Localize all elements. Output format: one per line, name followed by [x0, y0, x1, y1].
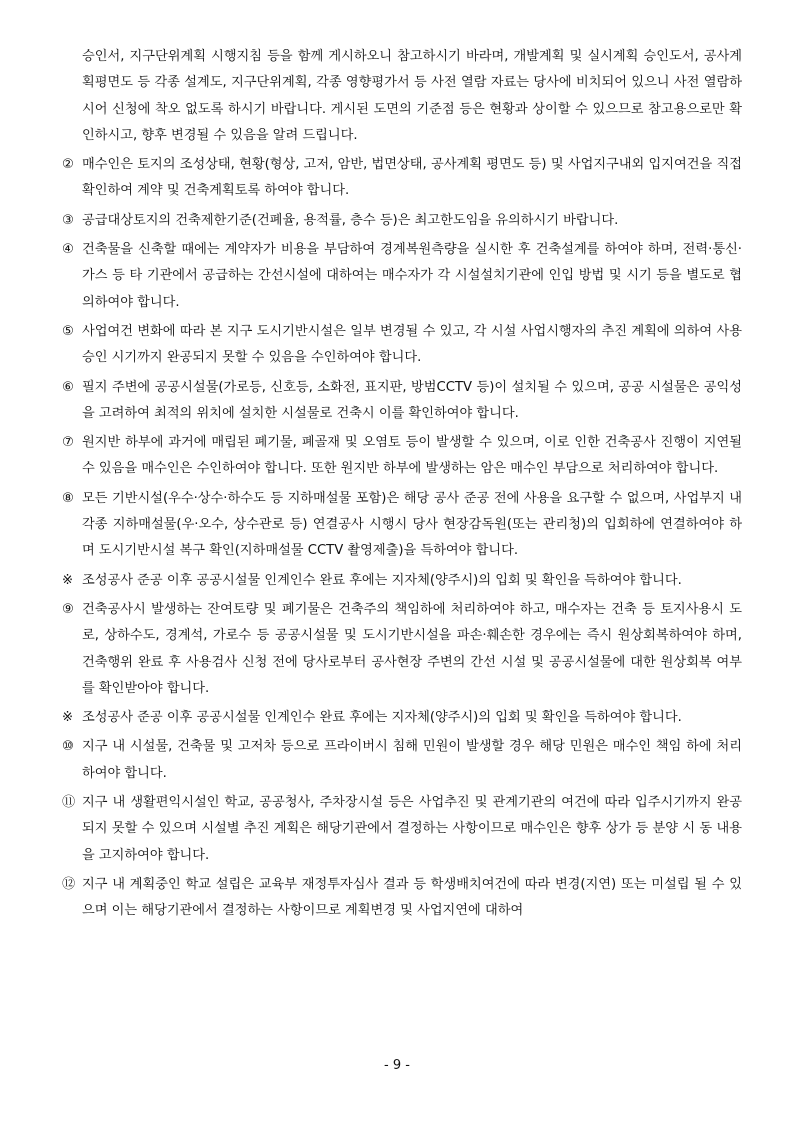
item-text: 건축공사시 발생하는 잔여토량 및 폐기물은 건축주의 책임하에 처리하여야 하고, 매수자는 건축 등 토지사용시 도로, 상하수도, 경계석, 가로수 등 공공시설물 및 도시기반시설을 파손·훼손한 경우에는 즉시 원상회복하여야 하며, 건축행위 완료 후 사용검사 신청 전에 당사로부터 공사현장 주변의 간선 시설 및 공공시설물에 대한 원상회복 여부를 확인받아야 합니다.: [82, 601, 742, 696]
item-marker: ②: [62, 157, 74, 173]
item-marker: ④: [62, 242, 74, 258]
notice-list: [62, 152, 742, 924]
item-marker: ⑧: [62, 490, 74, 506]
item-text: 지구 내 시설물, 건축물 및 고저차 등으로 프라이버시 침해 민원이 발생할 경우 해당 민원은 매수인 책임 하에 처리하여야 합니다.: [82, 739, 742, 781]
item-text: 매수인은 토지의 조성상태, 현황(형상, 고저, 암반, 법면상태, 공사계획 평면도 등) 및 사업지구내외 입지여건을 직접 확인하여 계약 및 건축계획토록 하여야 합니다.: [82, 157, 742, 199]
notice-item: [62, 734, 742, 787]
item-text: 건축물을 신축할 때에는 계약자가 비용을 부담하여 경계복원측량을 실시한 후 건축설계를 하여야 하며, 전력·통신·가스 등 타 기관에서 공급하는 간선시설에 대하여는 매수자가 각 시설설치기관에 인입 방법 및 시기 등을 별도로 협의하여야 합니다.: [82, 242, 742, 310]
notice-item: [62, 319, 742, 372]
notice-item: [62, 430, 742, 483]
item-marker: ⑨: [62, 601, 74, 617]
notice-item: [62, 375, 742, 428]
note-item: [62, 568, 742, 594]
notice-item: [62, 237, 742, 316]
item-text: 공급대상토지의 건축제한기준(건폐율, 용적률, 층수 등)은 최고한도임을 유의하시기 바랍니다.: [82, 212, 619, 228]
item-text: 지구 내 생활편익시설인 학교, 공공청사, 주차장시설 등은 사업추진 및 관계기관의 여건에 따라 입주시기까지 완공되지 못할 수 있으며 시설별 추진 계획은 해당기관에서 결정하는 사항이므로 매수인은 향후 상가 등 분양 시 동 내용을 고지하여야 합니다.: [82, 795, 742, 863]
item-marker: ③: [62, 212, 74, 228]
intro-paragraph: 승인서, 지구단위계획 시행지침 등을 함께 게시하오니 참고하시기 바라며, 개발계획 및 실시계획 승인도서, 공사계획평면도 등 각종 설계도, 지구단위계획, 각종 영향평가서 등 사전 열람 자료는 당사에 비치되어 있으니 사전 열람하시어 신청에 착오 없도록 하시기 바랍니다. 게시된 도면의 기준점 등은 현황과 상이할 수 있으므로 참고용으로만 확인하시고, 향후 변경될 수 있음을 알려 드립니다.: [82, 49, 742, 143]
item-text: 사업여건 변화에 따라 본 지구 도시기반시설은 일부 변경될 수 있고, 각 시설 사업시행자의 추진 계획에 의하여 사용승인 시기까지 완공되지 못할 수 있음을 수인하여야 합니다.: [82, 323, 742, 366]
notice-item: [62, 152, 742, 205]
item-marker: ※: [62, 572, 74, 588]
notice-item: [62, 208, 742, 234]
notice-item: [62, 597, 742, 702]
item-marker: ⑥: [62, 379, 74, 395]
note-item: [62, 705, 742, 731]
page-number: - 9 -: [384, 1058, 410, 1073]
item-text: 모든 기반시설(우수·상수·하수도 등 지하매설물 포함)은 해당 공사 준공 전에 사용을 요구할 수 없으며, 사업부지 내 각종 지하매설물(우·오수, 상수관로 등) 연결공사 시행시 당사 현장감독원(또는 관리청)의 입회하에 연결하여야 하며 도시기반시설 복구 확인(지하매설물 CCTV 촬영제출)을 득하여야 합니다.: [82, 490, 742, 559]
item-marker: ※: [62, 710, 74, 726]
notice-item: [62, 486, 742, 565]
item-marker: ⑪: [62, 795, 76, 811]
item-text: 필지 주변에 공공시설물(가로등, 신호등, 소화전, 표지판, 방범CCTV 등)이 설치될 수 있으며, 공공 시설물은 공익성을 고려하여 최적의 위치에 설치한 시설물로 건축시 이를 확인하여야 합니다.: [82, 379, 742, 421]
item-text: 조성공사 준공 이후 공공시설물 인계인수 완료 후에는 지자체(양주시)의 입회 및 확인을 득하여야 합니다.: [82, 710, 682, 726]
item-marker: ⑫: [62, 876, 76, 892]
item-marker: ⑩: [62, 739, 74, 755]
document-body: [62, 44, 742, 928]
item-text: 원지반 하부에 과거에 매립된 폐기물, 폐골재 및 오염토 등이 발생할 수 있으며, 이로 인한 건축공사 진행이 지연될 수 있음을 매수인은 수인하여야 합니다. 또한 원지반 하부에 발생하는 암은 매수인 부담으로 처리하여야 합니다.: [82, 435, 742, 477]
item-text: 지구 내 계획중인 학교 설립은 교육부 재정투자심사 결과 등 학생배치여건에 따라 변경(지연) 또는 미설립 될 수 있으며 이는 해당기관에서 결정하는 사항이므로 계획변경 및 사업지연에 대하여: [82, 876, 742, 919]
item-marker: ⑤: [62, 323, 74, 339]
notice-item: [62, 790, 742, 869]
item-marker: ⑦: [62, 435, 74, 451]
notice-item: [62, 872, 742, 925]
item-text: 조성공사 준공 이후 공공시설물 인계인수 완료 후에는 지자체(양주시)의 입회 및 확인을 득하여야 합니다.: [82, 572, 682, 588]
